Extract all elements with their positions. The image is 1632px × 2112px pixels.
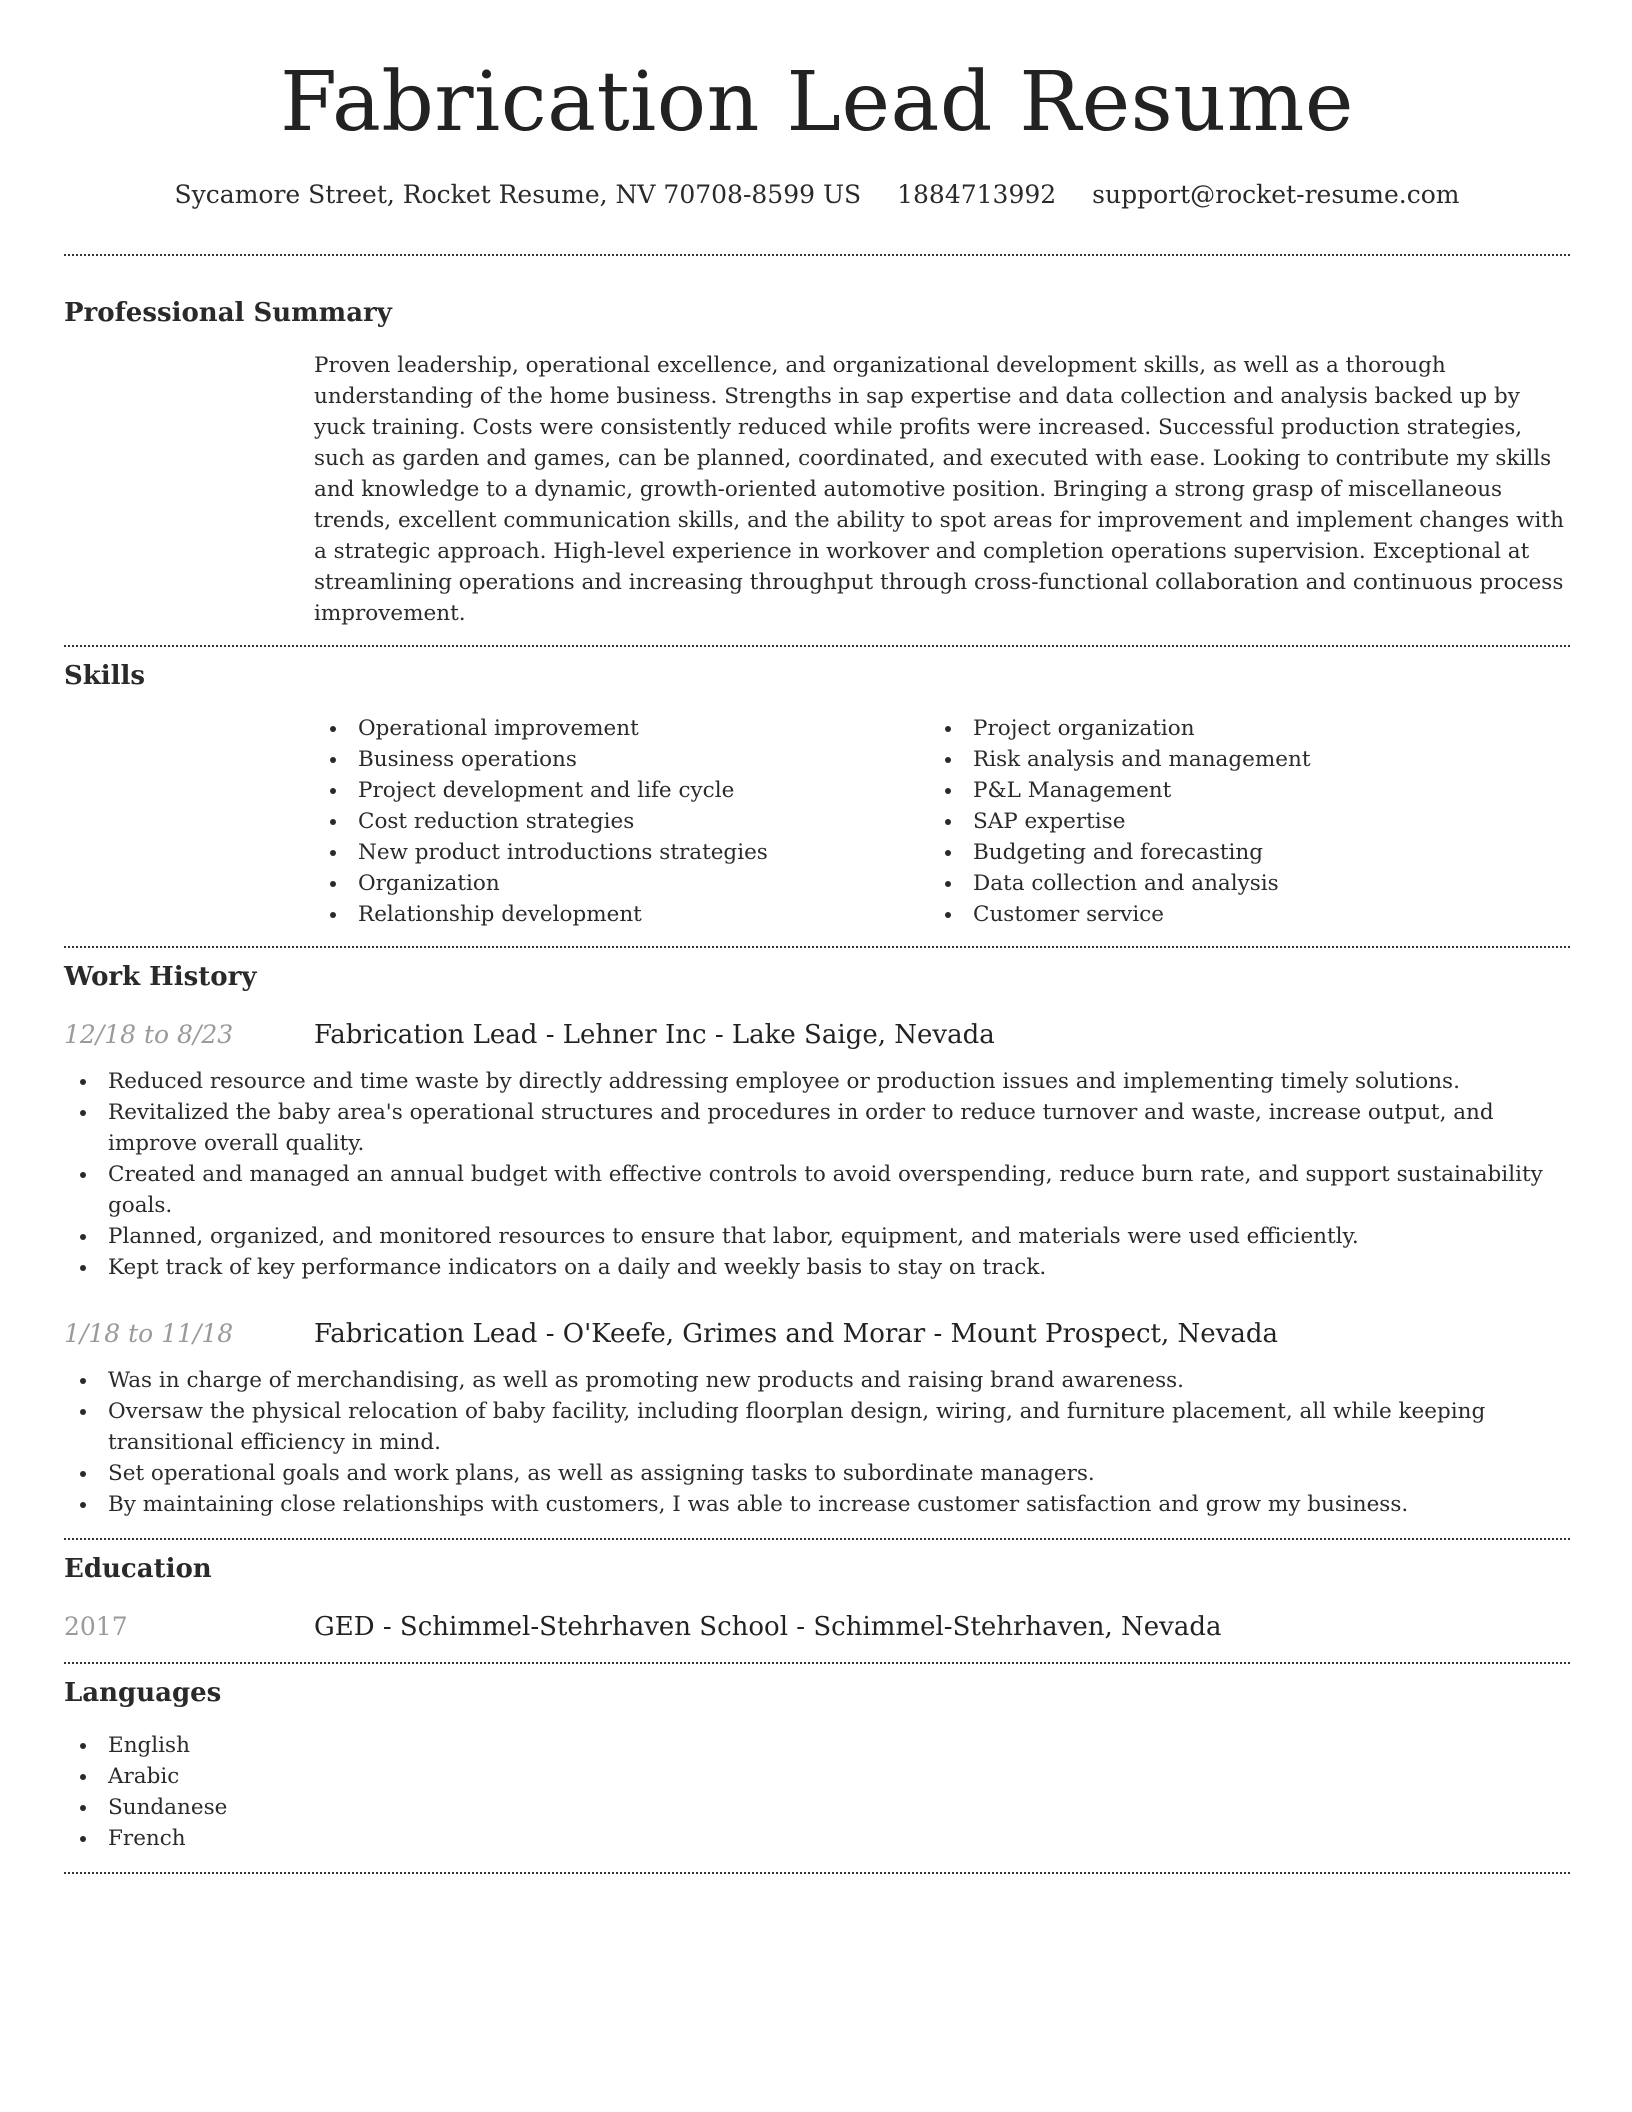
job-dates: 12/18 to 8/23 xyxy=(64,1020,234,1049)
skill-item: Customer service xyxy=(929,899,1544,930)
job-bullets xyxy=(64,1066,1570,1283)
job-bullet: Planned, organized, and monitored resources to ensure that labor, equipment, and materials were used efficiently. xyxy=(64,1221,1570,1252)
skills-grid xyxy=(314,713,1570,930)
work-section xyxy=(64,948,1570,1538)
job-title: Fabrication Lead - O'Keefe, Grimes and Morar - Mount Prospect, Nevada xyxy=(314,1319,1278,1349)
summary-heading: Professional Summary xyxy=(64,298,392,328)
language-item: English xyxy=(64,1730,1570,1761)
skill-item: SAP expertise xyxy=(929,806,1544,837)
job-header xyxy=(64,1317,1570,1351)
skills-list-right xyxy=(929,713,1544,930)
job-header xyxy=(64,1018,1570,1052)
language-item: Arabic xyxy=(64,1761,1570,1792)
skill-item: Cost reduction strategies xyxy=(314,806,929,837)
job-bullets xyxy=(64,1365,1570,1520)
job-bullet: Created and managed an annual budget with effective controls to avoid overspending, reduce burn rate, and support sustainability goals. xyxy=(64,1159,1570,1221)
skill-item: Operational improvement xyxy=(314,713,929,744)
resume-title: Fabrication Lead Resume xyxy=(280,55,1354,150)
job-bullet: Revitalized the baby area's operational structures and procedures in order to reduce turnover and waste, increase output, and improve overall quality. xyxy=(64,1097,1570,1159)
job-bullet: Reduced resource and time waste by directly addressing employee or production issues and implementing timely solutions. xyxy=(64,1066,1570,1097)
education-year: 2017 xyxy=(64,1612,128,1641)
education-entry xyxy=(64,1610,1570,1644)
job-bullet: Kept track of key performance indicators on a daily and weekly basis to stay on track. xyxy=(64,1252,1570,1283)
job-bullet: Oversaw the physical relocation of baby facility, including floorplan design, wiring, and furniture placement, all while keeping transitional efficiency in mind. xyxy=(64,1396,1570,1458)
contact-line xyxy=(64,178,1570,212)
skill-item: Project organization xyxy=(929,713,1544,744)
job-entry xyxy=(64,1018,1570,1283)
skill-item: Budgeting and forecasting xyxy=(929,837,1544,868)
contact-phone: 1884713992 xyxy=(897,180,1057,209)
contact-address: Sycamore Street, Rocket Resume, NV 70708-8599 US xyxy=(174,180,862,209)
skill-item: Business operations xyxy=(314,744,929,775)
summary-section xyxy=(64,256,1570,629)
languages-section xyxy=(64,1664,1570,1872)
skill-item: Relationship development xyxy=(314,899,929,930)
skill-item: Risk analysis and management xyxy=(929,744,1544,775)
education-section xyxy=(64,1540,1570,1662)
language-item: French xyxy=(64,1823,1570,1854)
contact-email: support@rocket-resume.com xyxy=(1092,180,1460,209)
job-bullet: Was in charge of merchandising, as well as promoting new products and raising brand awareness. xyxy=(64,1365,1570,1396)
skill-item: New product introductions strategies xyxy=(314,837,929,868)
languages-heading: Languages xyxy=(64,1678,222,1708)
summary-text: Proven leadership, operational excellence, and organizational development skills, as well as a thorough understanding of the home business. Strengths in sap expertise and data collection and analysis backed up by yuck training. Costs were consistently reduced while profits were increased. Successful production strategies, such as garden and games, can be planned, coordinated, and executed with ease. Looking to contribute my skills and knowledge to a dynamic, growth-oriented automotive position. Bringing a strong grasp of miscellaneous trends, excellent communication skills, and the ability to spot areas for improvement and implement changes with a strategic approach. High-level experience in workover and completion operations supervision. Exceptional at streamlining operations and increasing throughput through cross-functional collaboration and continuous process improvement. xyxy=(314,353,1564,626)
resume-page xyxy=(64,0,1570,1874)
job-dates: 1/18 to 11/18 xyxy=(64,1319,234,1348)
language-item: Sundanese xyxy=(64,1792,1570,1823)
skill-item: Project development and life cycle xyxy=(314,775,929,806)
skills-heading: Skills xyxy=(64,661,146,691)
skill-item: Organization xyxy=(314,868,929,899)
skill-item: Data collection and analysis xyxy=(929,868,1544,899)
languages-list xyxy=(64,1730,1570,1854)
job-bullet: Set operational goals and work plans, as well as assigning tasks to subordinate managers. xyxy=(64,1458,1570,1489)
skills-list-left xyxy=(314,713,929,930)
work-heading: Work History xyxy=(64,962,257,992)
job-entry xyxy=(64,1317,1570,1520)
job-bullet: By maintaining close relationships with customers, I was able to increase customer satisfaction and grow my business. xyxy=(64,1489,1570,1520)
education-title: GED - Schimmel-Stehrhaven School - Schimmel-Stehrhaven, Nevada xyxy=(314,1612,1222,1642)
education-heading: Education xyxy=(64,1554,212,1584)
job-title: Fabrication Lead - Lehner Inc - Lake Saige, Nevada xyxy=(314,1020,995,1050)
skill-item: P&L Management xyxy=(929,775,1544,806)
skills-section xyxy=(64,647,1570,946)
section-divider xyxy=(64,1872,1570,1874)
